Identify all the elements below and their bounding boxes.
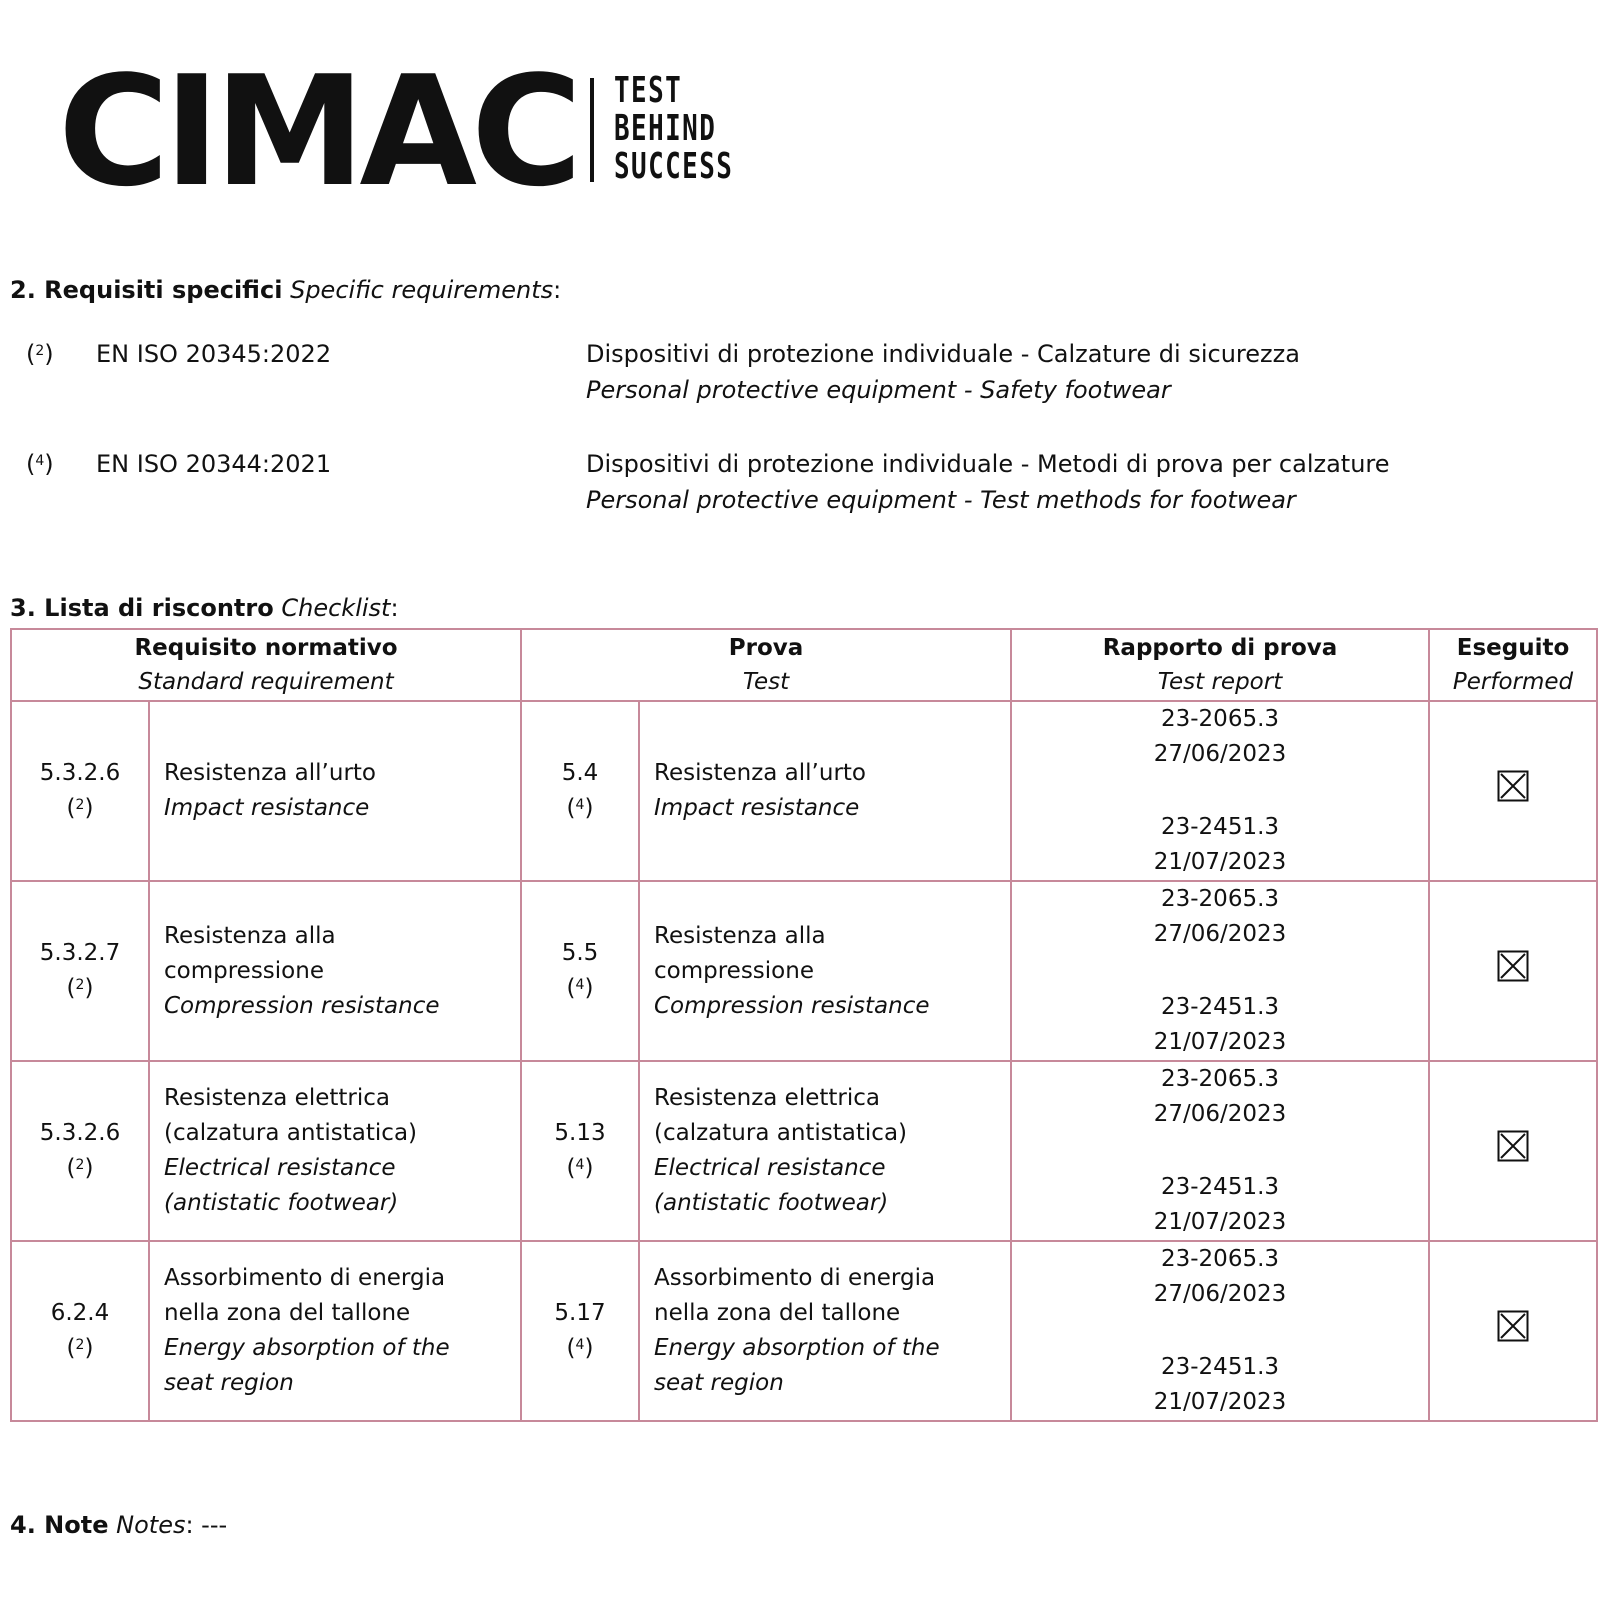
header-test <box>521 629 1011 701</box>
table-row <box>11 701 1597 881</box>
test-clause <box>521 881 639 1061</box>
table-row <box>11 1061 1597 1241</box>
section-2-title-en: Specific requirements <box>290 276 554 304</box>
test-desc-it: (calzatura antistatica) <box>654 1120 908 1146</box>
section-3-suffix: : <box>390 594 399 622</box>
test-clause-ref: ($^4$) <box>566 1155 594 1181</box>
requirement-clause-ref: ($^2$) <box>66 1155 94 1181</box>
header-report-it: Rapporto di prova <box>1102 635 1338 661</box>
logo-divider <box>590 78 594 182</box>
requirement-description <box>149 1061 521 1241</box>
test-desc-en: Electrical resistance <box>654 1155 886 1181</box>
checked-box-icon <box>1497 950 1529 982</box>
requirement-desc-en: Compression resistance <box>164 992 440 1019</box>
standard-code: EN ISO 20344:2021 <box>96 450 332 478</box>
header-test-it: Prova <box>728 635 804 661</box>
requirement-clause-ref: ($^2$) <box>66 795 94 821</box>
test-report <box>1011 1241 1429 1421</box>
report-number: 23-2451.3 <box>1160 814 1280 840</box>
requirement-clause <box>11 1241 149 1421</box>
test-clause-ref: ($^4$) <box>566 975 594 1001</box>
test-description <box>639 1241 1011 1421</box>
report-date: 27/06/2023 <box>1153 921 1287 947</box>
standard-desc-it: Dispositivi di protezione individuale - Calzature di sicurezza <box>586 340 1300 368</box>
test-clause-ref: ($^4$) <box>566 795 594 821</box>
report-number: 23-2065.3 <box>1160 1246 1280 1272</box>
standard-desc-en: Personal protective equipment - Test methods for footwear <box>586 486 1296 514</box>
test-clause-number: 5.4 <box>561 760 599 786</box>
test-report <box>1011 881 1429 1061</box>
logo-wordmark: CIMAC <box>58 43 577 220</box>
header-test-en: Test <box>742 669 790 695</box>
test-description <box>639 701 1011 881</box>
requirement-clause-number: 5.3.2.6 <box>39 1120 121 1146</box>
requirement-desc-it: Assorbimento di energia <box>164 1265 446 1291</box>
requirement-clause-number: 5.3.2.7 <box>39 940 121 966</box>
report-date: 21/07/2023 <box>1153 1389 1287 1415</box>
report-date: 21/07/2023 <box>1153 1029 1287 1055</box>
requirement-desc-it: (calzatura antistatica) <box>164 1120 418 1146</box>
test-desc-it: Resistenza elettrica <box>654 1085 880 1111</box>
test-description <box>639 881 1011 1061</box>
header-report-en: Test report <box>1157 669 1283 695</box>
table-row <box>11 881 1597 1061</box>
test-clause <box>521 701 639 881</box>
standard-description <box>586 336 1300 408</box>
section-2-title: 2. Requisiti specifici <box>10 276 283 304</box>
report-date: 21/07/2023 <box>1153 1209 1287 1235</box>
standard-desc-it: Dispositivi di protezione individuale - Metodi di prova per calzature <box>586 450 1390 478</box>
test-desc-it: compressione <box>654 957 814 984</box>
section-3-title-en: Checklist <box>281 594 391 622</box>
requirement-desc-en: Energy absorption of the <box>164 1335 450 1361</box>
requirement-desc-it: compressione <box>164 957 324 984</box>
report-number: 23-2451.3 <box>1160 1354 1280 1380</box>
report-date: 21/07/2023 <box>1153 849 1287 875</box>
header-performed-en: Performed <box>1452 669 1574 695</box>
report-number: 23-2065.3 <box>1160 706 1280 732</box>
requirement-desc-it: nella zona del tallone <box>164 1300 411 1326</box>
test-desc-en: seat region <box>654 1370 784 1396</box>
requirement-clause-number: 5.3.2.6 <box>39 760 121 786</box>
test-desc-it: Resistenza all’urto <box>654 760 866 786</box>
checked-box-icon <box>1497 770 1529 802</box>
performed-cell <box>1429 881 1597 1061</box>
test-clause-number: 5.5 <box>561 940 599 966</box>
requirement-description <box>149 701 521 881</box>
header-requirement-en: Standard requirement <box>138 669 394 695</box>
report-date: 27/06/2023 <box>1153 741 1287 767</box>
requirement-desc-it: Resistenza alla <box>164 922 336 949</box>
logo-tagline-line: BEHIND <box>614 108 717 149</box>
report-date: 27/06/2023 <box>1153 1281 1287 1307</box>
section-4-title-en: Notes <box>116 1511 186 1539</box>
section-3-heading <box>10 593 399 623</box>
performed-cell <box>1429 701 1597 881</box>
checklist-table <box>10 628 1598 1422</box>
logo-tagline <box>614 72 733 186</box>
section-4-title: 4. Note <box>10 1511 109 1539</box>
test-report <box>1011 701 1429 881</box>
logo-tagline-line: TEST <box>614 70 683 111</box>
requirement-clause-ref: ($^2$) <box>66 1335 94 1361</box>
performed-cell <box>1429 1061 1597 1241</box>
standard-desc-en: Personal protective equipment - Safety footwear <box>586 376 1171 404</box>
test-clause-number: 5.13 <box>554 1120 606 1146</box>
table-header-row <box>11 629 1597 701</box>
requirement-desc-en: seat region <box>164 1370 294 1396</box>
requirement-desc-en: (antistatic footwear) <box>164 1190 399 1216</box>
report-number: 23-2065.3 <box>1160 1066 1280 1092</box>
test-desc-it: Assorbimento di energia <box>654 1265 936 1291</box>
notes-value: : --- <box>185 1511 228 1539</box>
test-clause <box>521 1061 639 1241</box>
requirement-desc-en: Electrical resistance <box>164 1155 396 1181</box>
test-desc-en: Energy absorption of the <box>654 1335 940 1361</box>
report-number: 23-2451.3 <box>1160 1174 1280 1200</box>
standard-ref: ($^4$) <box>26 450 54 478</box>
company-logo <box>58 43 778 220</box>
test-desc-it: Resistenza alla <box>654 922 826 949</box>
requirement-description <box>149 881 521 1061</box>
section-4-notes <box>10 1510 227 1540</box>
requirement-desc-it: Resistenza elettrica <box>164 1085 390 1111</box>
test-desc-en: Impact resistance <box>654 795 860 821</box>
requirement-clause-number: 6.2.4 <box>50 1300 110 1326</box>
requirement-clause <box>11 701 149 881</box>
report-number: 23-2451.3 <box>1160 994 1280 1020</box>
section-3-title: 3. Lista di riscontro <box>10 594 274 622</box>
test-clause <box>521 1241 639 1421</box>
requirement-desc-en: Impact resistance <box>164 795 370 821</box>
header-requirement <box>11 629 521 701</box>
report-number: 23-2065.3 <box>1160 886 1280 912</box>
checked-box-icon <box>1497 1130 1529 1162</box>
test-report <box>1011 1061 1429 1241</box>
logo-tagline-line: SUCCESS <box>614 146 734 187</box>
checked-box-icon <box>1497 1310 1529 1342</box>
test-description <box>639 1061 1011 1241</box>
header-report <box>1011 629 1429 701</box>
requirement-description <box>149 1241 521 1421</box>
header-performed <box>1429 629 1597 701</box>
test-desc-it: nella zona del tallone <box>654 1300 901 1326</box>
requirement-desc-it: Resistenza all’urto <box>164 760 376 786</box>
standard-description <box>586 446 1390 518</box>
performed-cell <box>1429 1241 1597 1421</box>
section-2-heading <box>10 275 561 305</box>
test-desc-en: Compression resistance <box>654 992 930 1019</box>
requirement-clause <box>11 1061 149 1241</box>
test-desc-en: (antistatic footwear) <box>654 1190 889 1216</box>
report-date: 27/06/2023 <box>1153 1101 1287 1127</box>
requirement-clause-ref: ($^2$) <box>66 975 94 1001</box>
test-clause-number: 5.17 <box>554 1300 606 1326</box>
header-performed-it: Eseguito <box>1456 635 1570 661</box>
standard-code: EN ISO 20345:2022 <box>96 340 332 368</box>
standard-ref: ($^2$) <box>26 340 54 368</box>
requirement-clause <box>11 881 149 1061</box>
test-clause-ref: ($^4$) <box>566 1335 594 1361</box>
section-2-suffix: : <box>553 276 562 304</box>
table-row <box>11 1241 1597 1421</box>
header-requirement-it: Requisito normativo <box>134 635 398 661</box>
